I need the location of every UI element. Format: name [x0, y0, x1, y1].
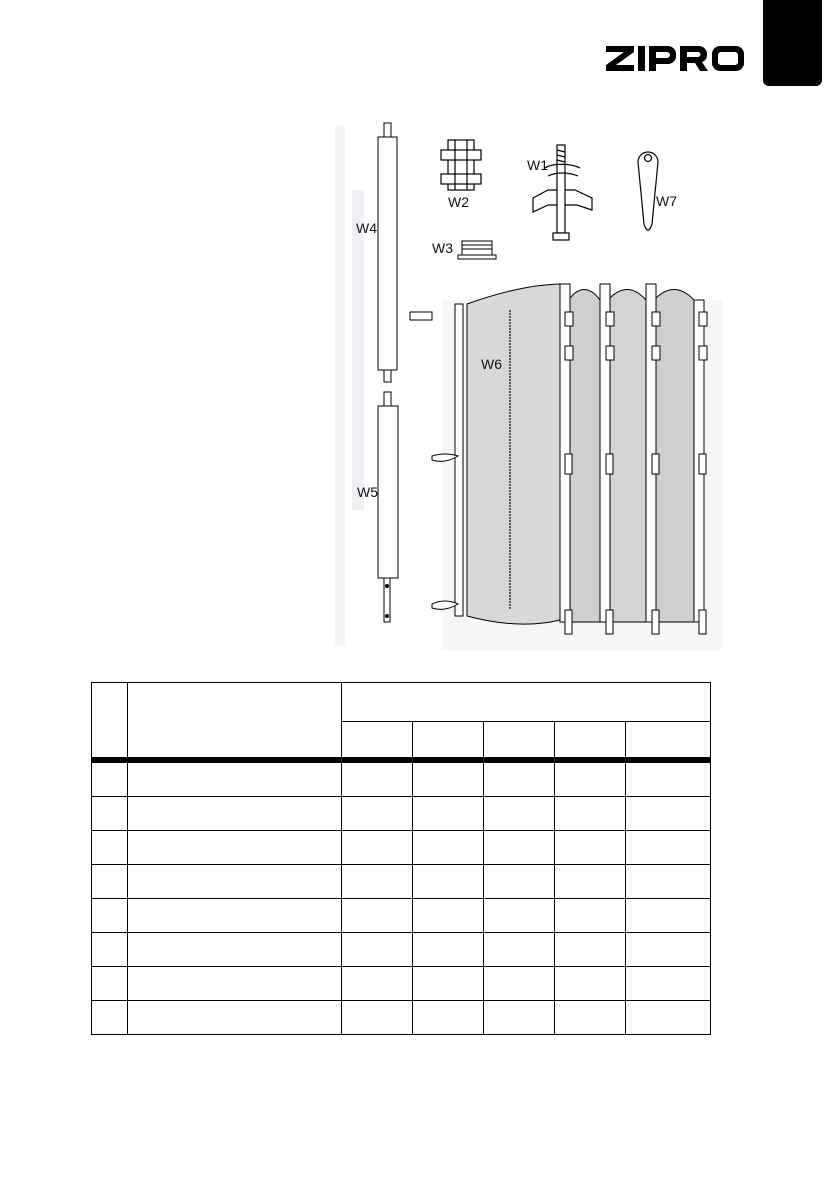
table-cell [484, 763, 555, 797]
pole-w5 [378, 392, 398, 622]
table-cell [626, 933, 711, 967]
table-cell [92, 763, 128, 797]
subheader-cell [555, 722, 626, 760]
table-cell [484, 1001, 555, 1035]
table-cell [128, 865, 342, 899]
table-cell [92, 899, 128, 933]
label-w7: W7 [656, 193, 677, 209]
table-cell [555, 865, 626, 899]
table-cell [555, 831, 626, 865]
table-cell [484, 899, 555, 933]
table-cell [484, 933, 555, 967]
pole-w4 [378, 123, 397, 382]
table-cell [342, 967, 413, 1001]
table-cell [342, 865, 413, 899]
table-cell [92, 967, 128, 1001]
label-w5: W5 [357, 484, 378, 500]
table-cell [413, 831, 484, 865]
table-cell [626, 865, 711, 899]
part-w3 [458, 241, 496, 259]
table-cell [413, 899, 484, 933]
header-no [92, 683, 128, 760]
table-cell [484, 967, 555, 1001]
table-row [92, 831, 711, 865]
table-row [92, 967, 711, 1001]
header-description [128, 683, 342, 760]
label-w4: W4 [356, 220, 377, 236]
table-cell [342, 933, 413, 967]
table-row [92, 899, 711, 933]
table-cell [484, 831, 555, 865]
table-cell [128, 831, 342, 865]
table-cell [128, 797, 342, 831]
subheader-cell [484, 722, 555, 760]
table-cell [342, 1001, 413, 1035]
table-cell [92, 1001, 128, 1035]
table-cell [413, 763, 484, 797]
table-row [92, 933, 711, 967]
table-row [92, 797, 711, 831]
table-cell [555, 1001, 626, 1035]
table-cell [626, 763, 711, 797]
table-cell [626, 1001, 711, 1035]
table-cell [128, 967, 342, 1001]
parts-table [91, 682, 711, 1035]
label-w3: W3 [432, 240, 453, 256]
subheader-cell [413, 722, 484, 760]
table-cell [342, 763, 413, 797]
table-cell [555, 933, 626, 967]
label-w1: W1 [527, 157, 548, 173]
table-cell [413, 865, 484, 899]
table-cell [413, 797, 484, 831]
table-cell [92, 831, 128, 865]
table-cell [92, 933, 128, 967]
table-cell [128, 763, 342, 797]
table-cell [555, 967, 626, 1001]
table-cell [555, 763, 626, 797]
table-cell [626, 831, 711, 865]
table-cell [555, 899, 626, 933]
table-cell [413, 933, 484, 967]
table-cell [413, 967, 484, 1001]
table-row [92, 1001, 711, 1035]
net-w6 [410, 284, 707, 634]
subheader-cell [626, 722, 711, 760]
header-group [342, 683, 711, 722]
part-w2 [441, 140, 481, 190]
table-cell [342, 831, 413, 865]
table-cell [626, 899, 711, 933]
table-cell [413, 1001, 484, 1035]
table-cell [484, 865, 555, 899]
table-cell [128, 899, 342, 933]
table-cell [626, 797, 711, 831]
table-row [92, 865, 711, 899]
label-w2: W2 [448, 194, 469, 210]
table-cell [626, 967, 711, 1001]
table-cell [128, 1001, 342, 1035]
table-cell [92, 865, 128, 899]
subheader-cell [342, 722, 413, 760]
table-cell [128, 933, 342, 967]
table-cell [555, 797, 626, 831]
table-cell [92, 797, 128, 831]
table-row [92, 763, 711, 797]
label-w6: W6 [481, 356, 502, 372]
table-cell [484, 797, 555, 831]
part-w7 [638, 152, 658, 230]
table-cell [342, 899, 413, 933]
table-cell [342, 797, 413, 831]
